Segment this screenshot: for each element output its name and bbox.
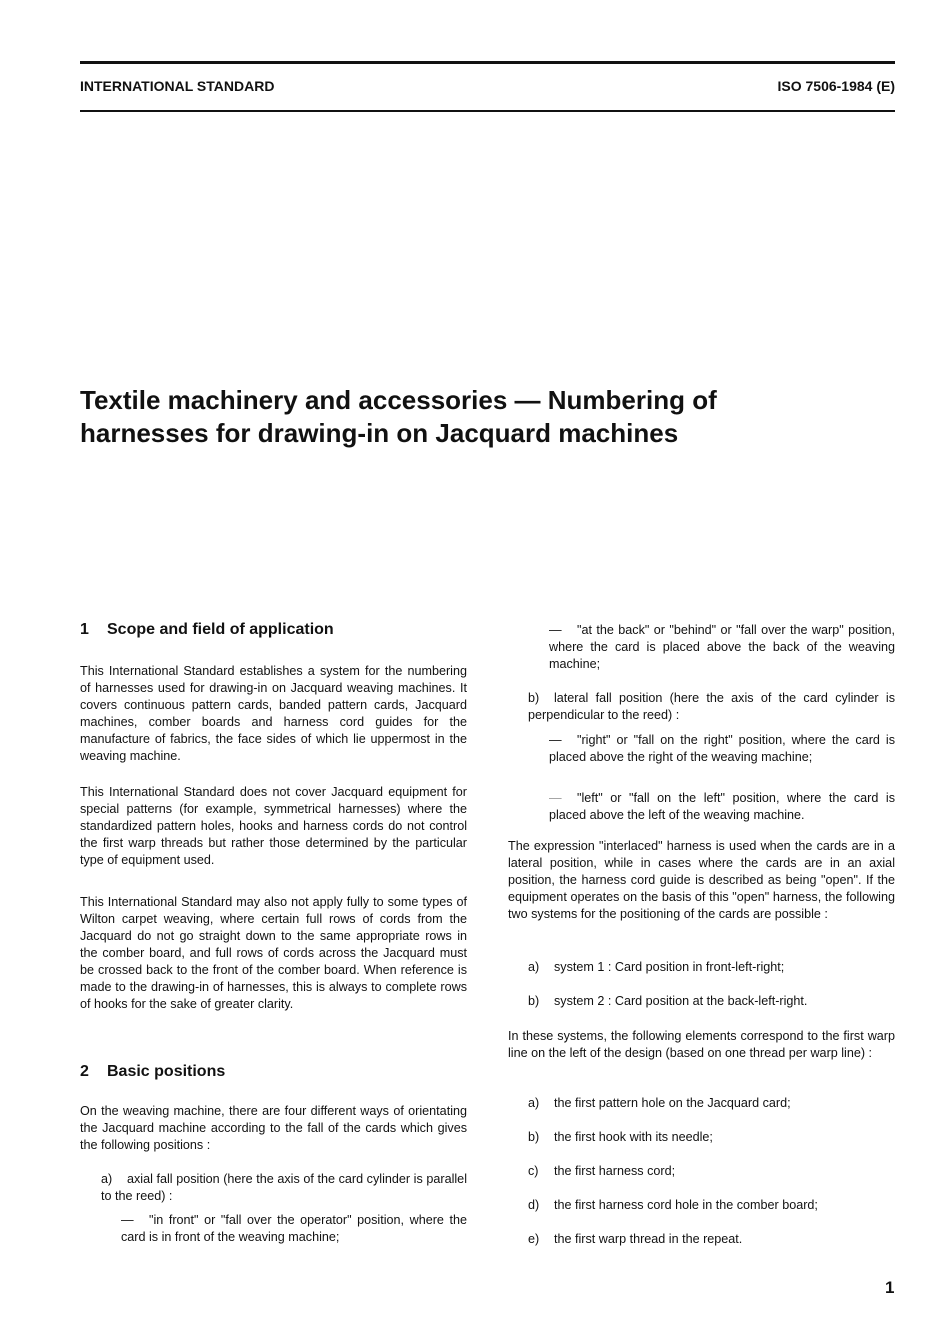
page-number: 1 [885, 1278, 895, 1297]
element-item: d) the first harness cord hole in the comber board; [528, 1198, 818, 1212]
header-bottom-rule [80, 110, 895, 112]
dash-item: — "at the back" or "behind" or "fall over the warp" position, where the card is placed above the back of the weaving machine; [549, 623, 895, 671]
paragraph: On the weaving machine, there are four different ways of orientating the Jacquard machine according to the fall of the cards which gives the following positions : [80, 1104, 467, 1152]
header-left: INTERNATIONAL STANDARD [80, 78, 275, 94]
header-top-rule [80, 61, 895, 64]
element-item: a) the first pattern hole on the Jacquard card; [528, 1096, 791, 1110]
dash-item: — "left" or "fall on the left" position, where the card is placed above the left of the weaving machine. [549, 791, 895, 822]
dash-item: — "in front" or "fall over the operator" position, where the card is in front of the weaving machine; [121, 1213, 467, 1244]
element-item: e) the first warp thread in the repeat. [528, 1232, 743, 1246]
header-right: ISO 7506-1984 (E) [777, 78, 895, 94]
element-item: c) the first harness cord; [528, 1164, 676, 1178]
element-item: b) the first hook with its needle; [528, 1130, 713, 1144]
document-title [80, 384, 717, 450]
title-line: Textile machinery and accessories — Numbering of [80, 385, 717, 415]
paragraph: This International Standard establishes a system for the numbering of harnesses used for drawing-in on Jacquard weaving machines. It covers continuous pattern cards, banded pattern cards, Jacquard machines, comber boards and harness cord guides for the manufacture of fabrics, the face sides of which lie uppermost in the weaving machine. [80, 664, 467, 763]
paragraph: The expression "interlaced" harness is used when the cards are in a lateral position, while in cases where the cards are in an axial position, the harness cord guide is described as being "open". If the equipment operates on the basis of this "open" harness, the following two systems for the positioning of the cards are possible : [508, 839, 895, 921]
section-2-heading: 2 Basic positions [80, 1063, 226, 1080]
title-line: harnesses for drawing-in on Jacquard machines [80, 418, 679, 448]
list-item-a: a) axial fall position (here the axis of the card cylinder is parallel to the reed) : [101, 1172, 467, 1203]
section-1-heading: 1 Scope and field of application [80, 621, 334, 638]
system-item: a) system 1 : Card position in front-left-right; [528, 960, 785, 974]
paragraph: This International Standard may also not apply fully to some types of Wilton carpet weaving, where certain full rows of cords from the Jacquard do not go straight down to the same appropriate rows in the comber board, and full rows of cords across the Jacquard must be crossed back to the front of the comber board. When reference is made to the drawing-in of harnesses, this is always to complete rows of hooks for the sake of greater clarity. [80, 895, 467, 1011]
paragraph: This International Standard does not cover Jacquard equipment for special patterns (for example, symmetrical harnesses) where the standardized pattern holes, hooks and harness cords do not control the first warp threads but rather those determined by the particular type of equipment used. [80, 785, 467, 867]
system-item: b) system 2 : Card position at the back-left-right. [528, 994, 808, 1008]
list-item-b: b) lateral fall position (here the axis of the card cylinder is perpendicular to the reed) : [528, 691, 895, 722]
paragraph: In these systems, the following elements correspond to the first warp line on the left of the design (based on one thread per warp line) : [508, 1029, 895, 1060]
dash-item: — "right" or "fall on the right" position, where the card is placed above the right of the weaving machine; [549, 733, 895, 764]
